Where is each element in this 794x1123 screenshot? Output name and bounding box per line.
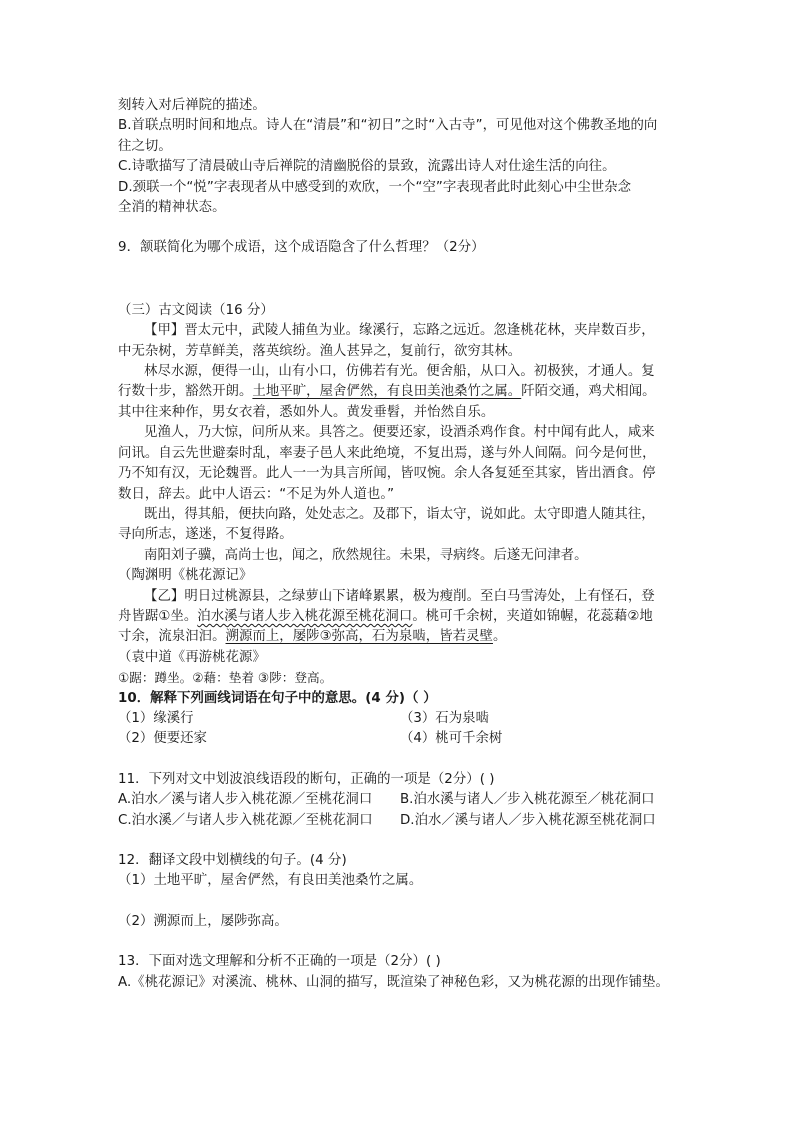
passage-yi-source: （袁中道《再游桃花源》 xyxy=(118,649,266,665)
passage-jia-p1-line1: 【甲】晋太元中，武陵人捕鱼为业。缘溪行，忘路之远近。忽逢桃花林，夹岸数百步， xyxy=(144,323,655,339)
q13-option-a: A.《桃花源记》对溪流、桃林、山洞的描写，既渲染了神秘色彩，又为桃花源的出现作铺垫。 xyxy=(118,974,669,990)
q11-option-a: A.泊水／溪与诸人步入桃花源／至桃花洞口 xyxy=(118,792,373,808)
q8-option-b-line2: 往之切。 xyxy=(118,138,172,154)
passage-jia-p2-line1: 林尽水源，便得一山，山有小口，仿佛若有光。便舍船，从口入。初极狭，才通人。复 xyxy=(144,364,655,380)
text-run: 阡陌交通，鸡犬相闻。 xyxy=(521,384,656,400)
passage-jia-p2-line3: 其中往来种作，男女衣着，悉如外人。黄发垂髫，并怡然自乐。 xyxy=(118,404,495,420)
question-11-row1 xyxy=(118,790,684,810)
q8-option-a-tail: 刻转入对后禅院的描述。 xyxy=(118,98,266,113)
passage-yi-line2 xyxy=(118,607,684,627)
question-10-row2 xyxy=(118,729,684,749)
q8-option-c: C.诗歌描写了清晨破山寺后禅院的清幽脱俗的景致，流露出诗人对仕途生活的向往。 xyxy=(118,159,616,175)
section-heading: （三）古文阅读（16 分） xyxy=(118,302,274,318)
document-page xyxy=(118,96,684,993)
q10-item-2: （2）便要还家 xyxy=(118,731,207,747)
text-run: 。 xyxy=(492,629,507,645)
question-13-title: 13．下面对选文理解和分析不正确的一项是（2分）( ) xyxy=(118,954,441,970)
text-run: 行数十步，豁然开朗。 xyxy=(118,384,253,400)
q10-item-3: （3）石为泉啮 xyxy=(400,710,489,726)
q12-sentence-1: （1）土地平旷，屋舍俨然，有良田美池桑竹之属。 xyxy=(118,873,423,889)
wavy-underlined-segment: 泊水溪与诸人步入桃花源至桃花洞口 xyxy=(197,608,413,624)
underlined-sentence-2: 溯源而上，屡陟③弥高，石为泉啮，皆若灵壁 xyxy=(225,629,493,645)
question-9: 9．颔联简化为哪个成语，这个成语隐含了什么哲理？（2分） xyxy=(118,240,485,256)
q12-sentence-2: （2）溯源而上，屡陟弥高。 xyxy=(118,913,288,929)
text-run: 寸余，流泉汩汩。 xyxy=(118,629,226,645)
question-12-title: 12．翻译文段中划横线的句子。(4 分) xyxy=(118,853,347,868)
passage-jia-p3-line2: 问讯。自云先世避秦时乱，率妻子邑人来此绝境，不复出焉，遂与外人间隔。问今是何世， xyxy=(118,445,656,461)
text-run: 舟皆踞①坐。 xyxy=(118,608,198,624)
passage-jia-p3-line4: 数日，辞去。此中人语云：“不足为外人道也。” xyxy=(118,486,395,502)
passage-yi-line1: 【乙】明日过桃源县，之绿萝山下诸峰累累，极为瘦削。至白马雪涛处，上有怪石，登 xyxy=(144,588,655,604)
passage-jia-p2-line2 xyxy=(118,382,684,402)
passage-jia-p4-line2: 寻向所志，遂迷，不复得路。 xyxy=(118,527,293,543)
q11-option-d: D.泊水／溪与诸人／步入桃花源至桃花洞口 xyxy=(400,812,656,828)
q10-item-1: （1）缘溪行 xyxy=(118,710,194,726)
q11-option-b: B.泊水溪与诸人／步入桃花源至／桃花洞口 xyxy=(400,792,655,808)
passage-yi-line3 xyxy=(118,627,684,647)
text-run: 。桃可千余树，夹道如锦幄，花蕊藉②地 xyxy=(412,608,653,624)
passage-jia-p1-line2: 中无杂树，芳草鲜美，落英缤纷。渔人甚异之，复前行，欲穷其林。 xyxy=(118,343,522,359)
q8-option-b-line1: B.首联点明时间和地点。诗人在“清晨”和“初日”之时“入古寺”，可见他对这个佛教圣地的向 xyxy=(118,118,658,134)
question-11-row2 xyxy=(118,811,684,831)
underlined-sentence-1: 土地平旷，屋舍俨然，有良田美池桑竹之属。 xyxy=(252,384,522,400)
passage-jia-p3-line3: 乃不知有汉，无论魏晋。此人一一为具言所闻，皆叹惋。余人各复延至其家，皆出酒食。停 xyxy=(118,466,656,482)
question-11-title: 11．下列对文中划波浪线语段的断句，正确的一项是（2分）( ) xyxy=(118,771,495,787)
passage-jia-p4-line1: 既出，得其船，便扶向路，处处志之。及郡下，诣太守，说如此。太守即遣人随其往， xyxy=(144,506,655,522)
q10-item-4: （4）桃可千余树 xyxy=(400,731,503,747)
passage-jia-p5-line1: 南阳刘子骥，高尚士也，闻之，欣然规往。未果，寻病终。后遂无问津者。 xyxy=(144,547,588,563)
footnotes: ①踞：蹲坐。②藉：垫着 ③陟：登高。 xyxy=(118,670,333,686)
passage-jia-source: （陶渊明《桃花源记》 xyxy=(118,568,253,584)
q11-option-c: C.泊水溪／与诸人步入桃花源／至桃花洞口 xyxy=(118,812,373,828)
q8-option-d-line2: 全消的精神状态。 xyxy=(118,200,226,216)
passage-jia-p3-line1: 见渔人，乃大惊，问所从来。具答之。便要还家，设酒杀鸡作食。村中闻有此人，咸来 xyxy=(144,425,655,441)
q8-option-d-line1: D.颈联一个“悦”字表现者从中感受到的欢欣，一个“空”字表现者此时此刻心中尘世杂念 xyxy=(118,179,632,195)
question-10-title: 10．解释下列画线词语在句子中的意思。(4 分)（ ） xyxy=(118,690,437,706)
question-10-row1 xyxy=(118,709,684,729)
